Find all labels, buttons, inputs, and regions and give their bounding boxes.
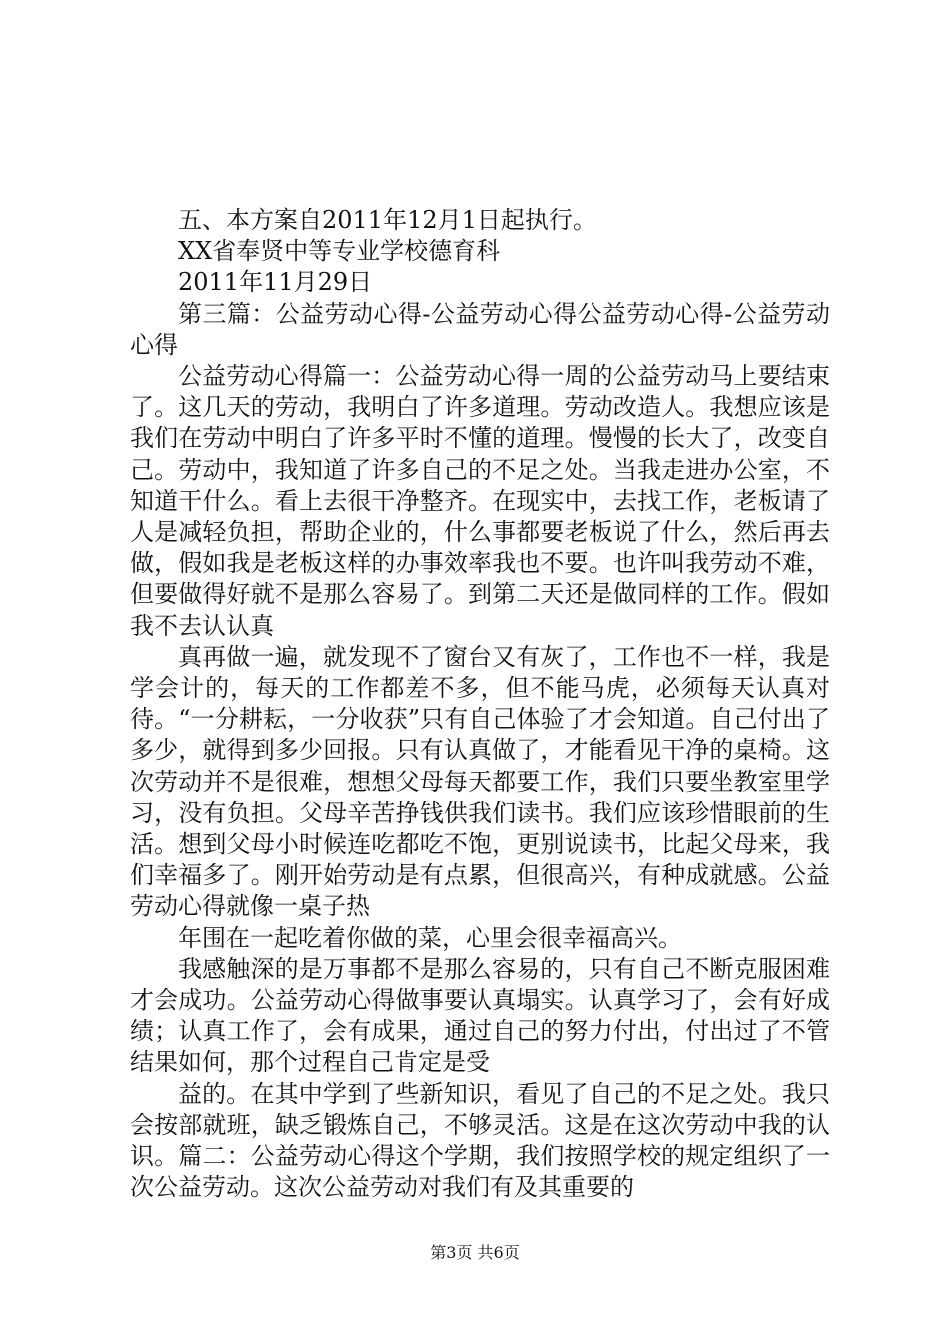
paragraph: 真再做一遍，就发现不了窗台又有灰了，工作也不一样，我是学会计的，每天的工作都差不多，但不能马虎，必须每天认真对待。“一分耕耘，一分收获”只有自己体验了才会知道。自己付出了多少，就得到多少回报。只有认真做了，才能看见干净的桌椅。这次劳动并不是很难，想想父母每天都要工作，我们只要坐教室里学习，没有负担。父母辛苦挣钱供我们读书。我们应该珍惜眼前的生活。想到父母小时候连吃都吃不饱，更别说读书，比起父母来，我们幸福多了。刚开始劳动是有点累，但很高兴，有种成就感。公益劳动心得就像一桌子热 bbox=[130, 642, 830, 921]
paragraph: 年围在一起吃着你做的菜，心里会很幸福高兴。 bbox=[178, 923, 682, 952]
document-body bbox=[130, 205, 830, 1204]
paragraph: 我感触深的是万事都不是那么容易的，只有自己不断克服困难才会成功。公益劳动心得做事要认真塌实。认真学习了，会有好成绩；认真工作了，会有成果，通过自己的努力付出，付出过了不管结果如何，那个过程自己肯定是受 bbox=[130, 954, 830, 1077]
paragraph-implementation-date: 五、本方案自2011年12月1日起执行。 bbox=[178, 206, 597, 234]
paragraph: 益的。在其中学到了些新知识，看见了自己的不足之处。我只会按部就班，缺乏锻炼自己，不够灵活。这是在这次劳动中我的认识。篇二：公益劳动心得这个学期，我们按照学校的规定组织了一次公益劳动。这次公益劳动对我们有及其重要的 bbox=[130, 1079, 830, 1202]
section-heading: 第三篇：公益劳动心得-公益劳动心得公益劳动心得-公益劳动心得 bbox=[130, 299, 830, 359]
page-number-footer: 第3页 共6页 bbox=[430, 1243, 520, 1262]
paragraph: 公益劳动心得篇一：公益劳动心得一周的公益劳动马上要结束了。这几天的劳动，我明白了许多道理。劳动改造人。我想应该是我们在劳动中明白了许多平时不懂的道理。慢慢的长大了，改变自己。劳动中，我知道了许多自己的不足之处。当我走进办公室，不知道干什么。看上去很干净整齐。在现实中，去找工作，老板请了人是减轻负担，帮助企业的，什么事都要老板说了什么，然后再去做，假如我是老板这样的办事效率我也不要。也许叫我劳动不难，但要做得好就不是那么容易了。到第二天还是做同样的工作。假如我不去认认真 bbox=[130, 362, 830, 640]
paragraph-issuer: XX省奉贤中等专业学校德育科 bbox=[178, 237, 501, 266]
paragraph-issue-date: 2011年11月29日 bbox=[178, 268, 373, 297]
